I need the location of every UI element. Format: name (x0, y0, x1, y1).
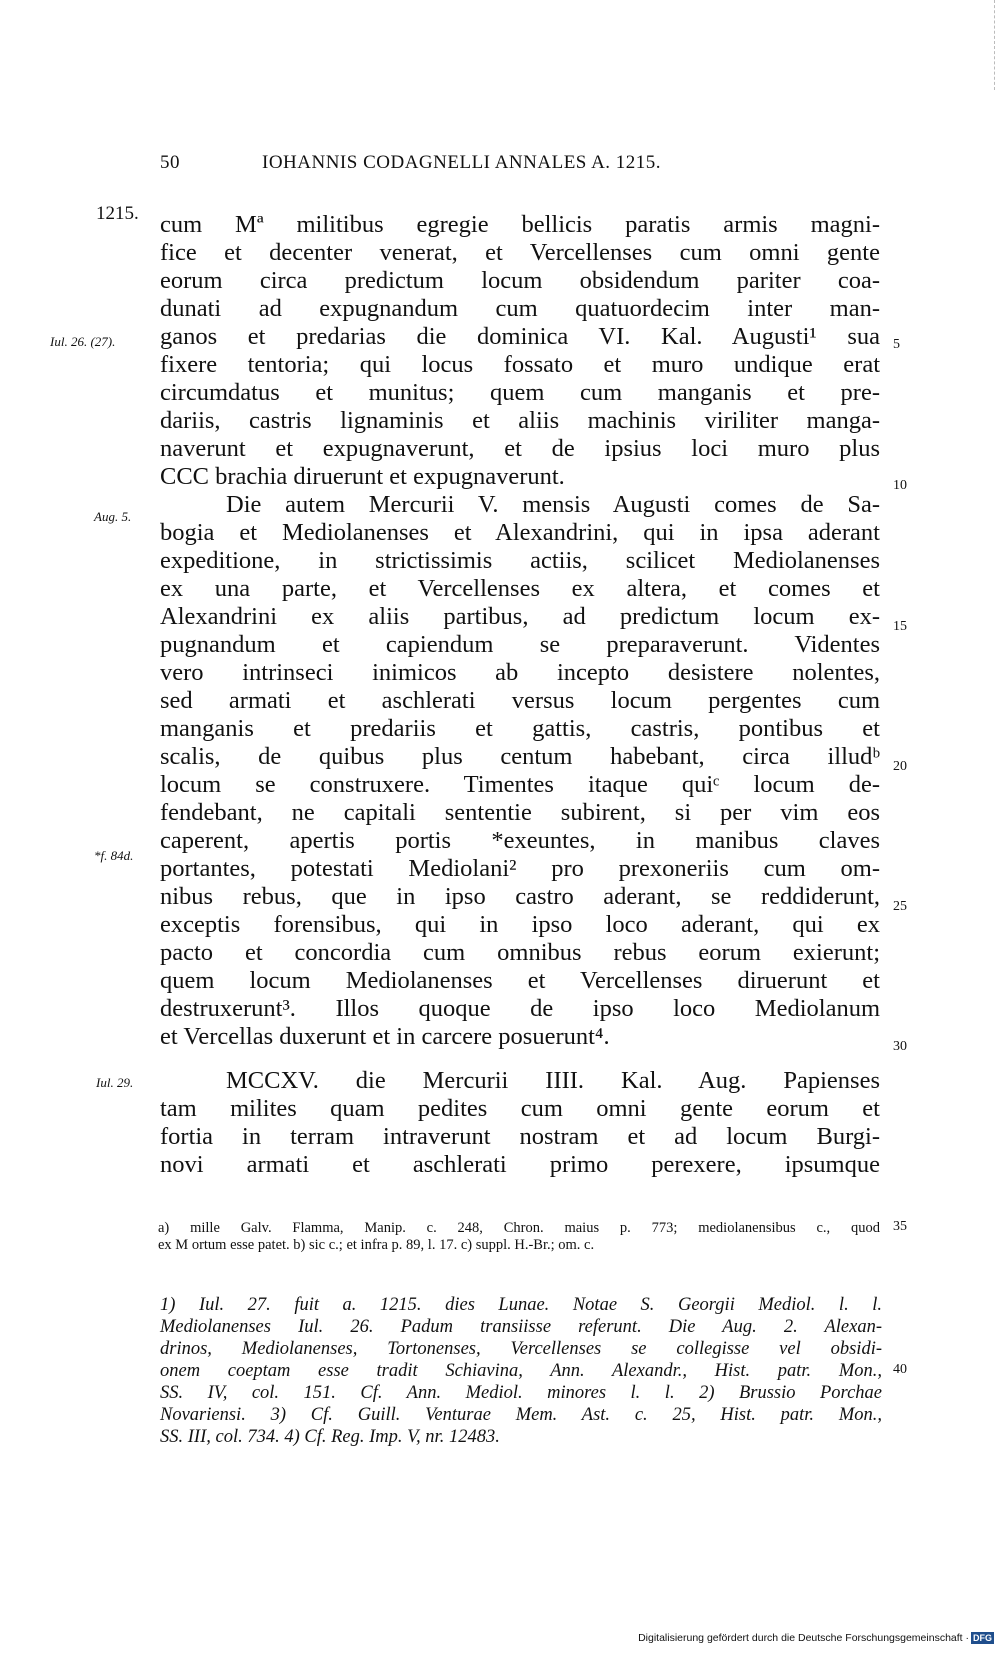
text-line: bogia et Mediolanenses et Alexandrini, qui in ipsa aderant (160, 519, 880, 546)
digitization-credit (638, 1632, 994, 1644)
text-line: circumdatus et munitus; quem cum manganis et pre- (160, 379, 880, 406)
footnote-line: Mediolanenses Iul. 26. Padum transiisse referunt. Die Aug. 2. Alexan- (160, 1317, 882, 1337)
text-line: naverunt et expugnaverunt, et de ipsius loci muro plus (160, 435, 880, 462)
margin-date: Aug. 5. (94, 509, 132, 524)
text-line: locum se construxere. Timentes itaque quiᶜ locum de- (160, 771, 880, 798)
text-line: caperent, apertis portis *exeuntes, in manibus claves (160, 827, 880, 854)
text-line: cum Mª militibus egregie bellicis paratis armis magni- (160, 211, 880, 238)
text-line: fice et decenter venerat, et Vercellenses cum omni gente (160, 239, 880, 266)
apparatus-line: ex M ortum esse patet. b) sic c.; et infra p. 89, l. 17. c) suppl. H.-Br.; om. c. (158, 1237, 595, 1253)
line-number: 40 (893, 1362, 907, 1377)
footnote-line: SS. III, col. 734. 4) Cf. Reg. Imp. V, nr. 12483. (160, 1427, 500, 1447)
text-line: portantes, potestati Mediolani² pro prexoneriis cum om- (160, 855, 880, 882)
text-line: exceptis forensibus, qui in ipso loco aderant, qui ex (160, 911, 880, 938)
running-title: IOHANNIS CODAGNELLI ANNALES A. 1215. (262, 152, 662, 173)
footnote-line: 1) Iul. 27. fuit a. 1215. dies Lunae. Notae S. Georgii Mediol. l. l. (160, 1295, 882, 1315)
footnote-line: onem coeptam esse tradit Schiavina, Ann. Alexandr., Hist. patr. Mon., (160, 1361, 882, 1381)
text-line: eorum circa predictum locum obsidendum pariter coa- (160, 267, 880, 294)
margin-date: Iul. 29. (96, 1075, 134, 1090)
text-line: sed armati et aschlerati versus locum pergentes cum (160, 687, 880, 714)
text-line: fixere tentoria; qui locus fossato et muro undique erat (160, 351, 880, 378)
margin-folio: *f. 84d. (94, 848, 134, 863)
text-line: ganos et predarias die dominica VI. Kal. Augusti¹ sua (160, 323, 880, 350)
line-number: 15 (893, 619, 907, 634)
credit-text: Digitalisierung gefördert durch die Deutsche Forschungsgemeinschaft · (638, 1632, 969, 1644)
text-line: dariis, castris lignaminis et aliis machinis viriliter manga- (160, 407, 880, 434)
apparatus-line: a) mille Galv. Flamma, Manip. c. 248, Chron. maius p. 773; mediolanensibus c., quod (158, 1220, 880, 1236)
text-line: tam milites quam pedites cum omni gente eorum et (160, 1095, 880, 1122)
text-line: dunati ad expugnandum cum quatuordecim inter man- (160, 295, 880, 322)
text-line: vero intrinseci inimicos ab incepto desistere nolentes, (160, 659, 880, 686)
text-line: pugnandum et capiendum se preparaverunt. Videntes (160, 631, 880, 658)
margin-date: Iul. 26. (27). (50, 334, 116, 349)
text-line: pacto et concordia cum omnibus rebus eorum exierunt; (160, 939, 880, 966)
text-line: Alexandrini ex aliis partibus, ad predictum locum ex- (160, 603, 880, 630)
text-line: novi armati et aschlerati primo perexere, ipsumque (160, 1151, 880, 1178)
line-number: 30 (893, 1039, 907, 1054)
footnote-line: drinos, Mediolanenses, Tortonenses, Vercellenses se collegisse vel obsidi- (160, 1339, 882, 1359)
line-number: 5 (893, 337, 900, 352)
text-line: Die autem Mercurii V. mensis Augusti comes de Sa- (226, 491, 880, 518)
text-line: MCCXV. die Mercurii IIII. Kal. Aug. Papienses (226, 1067, 880, 1094)
text-line: fendebant, ne capitali sententie subirent, si per vim eos (160, 799, 880, 826)
line-number: 25 (893, 899, 907, 914)
page-edge-mark (994, 0, 998, 90)
text-line: manganis et predariis et gattis, castris, pontibus et (160, 715, 880, 742)
line-number: 20 (893, 759, 907, 774)
margin-year: 1215. (96, 203, 139, 224)
page-number: 50 (160, 152, 180, 173)
text-line: ex una parte, et Vercellenses ex altera, et comes et (160, 575, 880, 602)
dfg-logo: DFG (973, 1633, 992, 1643)
text-line: destruxerunt³. Illos quoque de ipso loco Mediolanum (160, 995, 880, 1022)
footnote-line: Novariensi. 3) Cf. Guill. Venturae Mem. Ast. c. 25, Hist. patr. Mon., (160, 1405, 882, 1425)
text-line: fortia in terram intraverunt nostram et ad locum Burgi- (160, 1123, 880, 1150)
text-line: nibus rebus, que in ipso castro aderant, se reddiderunt, (160, 883, 880, 910)
line-number: 35 (893, 1219, 907, 1234)
text-line: CCC brachia diruerunt et expugnaverunt. (160, 463, 565, 490)
text-line: quem locum Mediolanenses et Vercellenses diruerunt et (160, 967, 880, 994)
text-line: et Vercellas duxerunt et in carcere posuerunt⁴. (160, 1023, 610, 1050)
footnote-line: SS. IV, col. 151. Cf. Ann. Mediol. minores l. l. 2) Brussio Porchae (160, 1383, 882, 1403)
line-number: 10 (893, 478, 907, 493)
text-line: expeditione, in strictissimis actiis, scilicet Mediolanenses (160, 547, 880, 574)
text-line: scalis, de quibus plus centum habebant, circa illudᵇ (160, 743, 880, 770)
